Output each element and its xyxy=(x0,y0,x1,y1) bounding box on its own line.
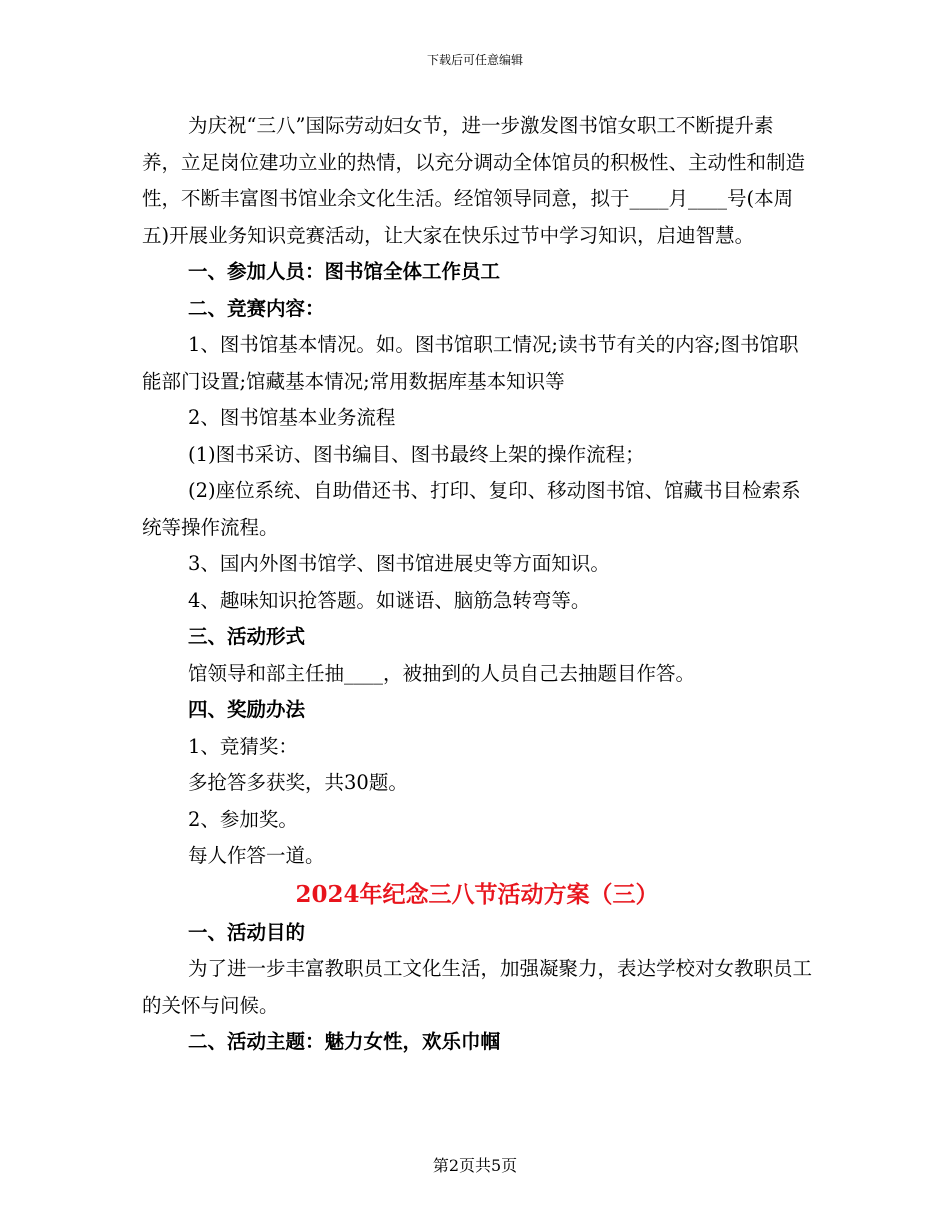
content-item-2b: (2)座位系统、自助借还书、打印、复印、移动图书馆、馆藏书目检索系统等操作流程。 xyxy=(142,479,801,539)
reward-item-2: 2、参加奖。 xyxy=(188,807,298,831)
reward-item-2-detail: 每人作答一道。 xyxy=(188,844,325,867)
content-item-2: 2、图书馆基本业务流程 xyxy=(188,406,396,429)
section-heading-contents: 二、竞赛内容： xyxy=(188,296,325,320)
content-item-3: 3、国内外图书馆学、图书馆进展史等方面知识。 xyxy=(188,552,610,575)
reward-item-1: 1、竞猜奖： xyxy=(188,734,298,758)
content-item-2a: (1)图书采访、图书编目、图书最终上架的操作流程； xyxy=(188,442,645,466)
section-heading-rewards: 四、奖励办法 xyxy=(188,698,306,721)
content-item-4: 4、趣味知识抢答题。如谜语、脑筋急转弯等。 xyxy=(188,588,591,612)
purpose-paragraph: 为了进一步丰富教职员工文化生活，加强凝聚力，表达学校对女教职员工的关怀与问候。 xyxy=(142,957,813,1017)
plan-title: 2024年纪念三八节活动方案（三） xyxy=(295,880,659,908)
section-heading-participants: 一、参加人员：图书馆全体工作员工 xyxy=(188,260,501,283)
section-heading-format: 三、活动形式 xyxy=(188,625,306,648)
section-heading-purpose: 一、活动目的 xyxy=(188,920,306,944)
content-item-1: 1、图书馆基本情况。如。图书馆职工情况;读书节有关的内容;图书馆职能部门设置;馆藏基本情况;常用数据库基本知识等 xyxy=(142,333,799,393)
intro-paragraph: 为庆祝“三八”国际劳动妇女节，进一步激发图书馆女职工不断提升素养，立足岗位建功立业的热情，以充分调动全体馆员的积极性、主动性和制造性，不断丰富图书馆业余文化生活。经馆领导同意，拟于____月____号(本周五)开展业务知识竞赛活动，让大家在快乐过节中学习知识，启迪智慧。 xyxy=(142,114,806,247)
page-footer: 第2页共5页 xyxy=(432,1156,518,1175)
page-header: 下载后可任意编辑 xyxy=(426,53,523,67)
format-paragraph: 馆领导和部主任抽____，被抽到的人员自己去抽题目作答。 xyxy=(188,661,696,685)
section-heading-theme: 二、活动主题：魅力女性，欢乐巾帼 xyxy=(188,1030,501,1053)
reward-item-1-detail: 多抢答多获奖，共30题。 xyxy=(188,771,408,794)
document-body xyxy=(142,108,812,1061)
